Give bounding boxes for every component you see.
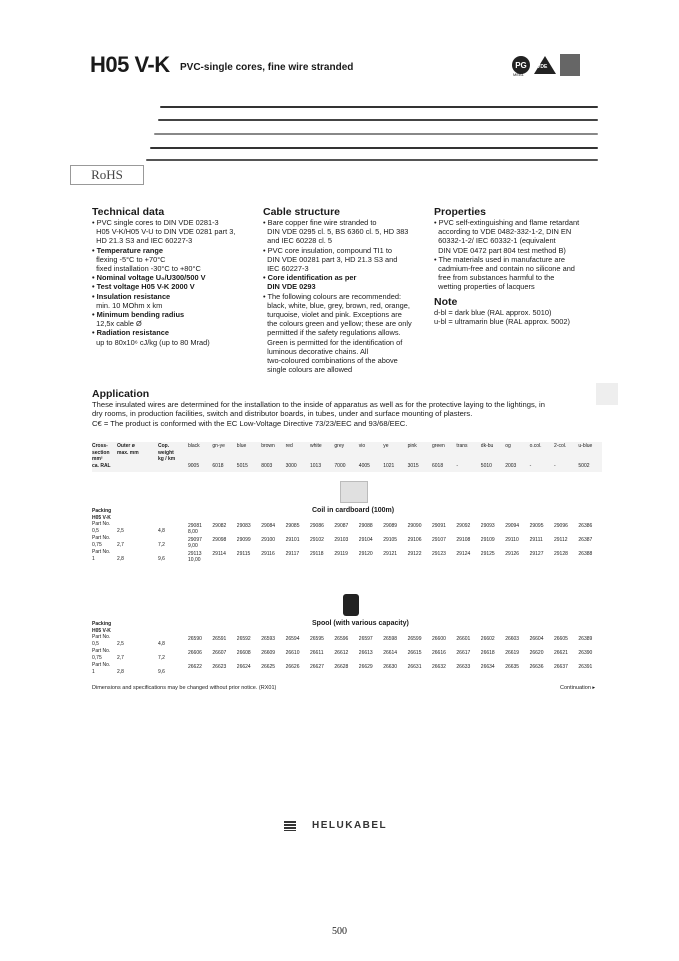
part-number: 29109 (480, 537, 495, 543)
part-number: 26602 (480, 636, 495, 642)
list-line: DIN VDE 0472 part 804 test method B) (434, 245, 566, 255)
part-number: 26635 (505, 664, 520, 670)
brand-name: HELUKABEL (312, 820, 388, 831)
extra-value: 10,00 (188, 557, 201, 563)
list-line: • The materials used in manufacture are (434, 254, 566, 264)
list-line: flexing -5°C to +70°C (92, 254, 166, 264)
type-label: H05 V-K (92, 514, 111, 521)
part-number: 29108 (456, 537, 471, 543)
ral-value: 5015 (236, 463, 248, 469)
application-section (92, 388, 592, 428)
list-line: • PVC self-extinguishing and flame retardant (434, 218, 580, 227)
cable-line (154, 133, 598, 135)
part-number: 29121 (383, 551, 398, 557)
list-line: fixed installation -30°C to +80°C (92, 264, 201, 274)
gray-square-icon (560, 54, 580, 76)
application-heading: Application (92, 388, 150, 400)
part-number: 29118 (310, 551, 324, 557)
list-line: cadmium-free and contain no silicone and (434, 264, 575, 274)
part-number: 29117 (285, 551, 300, 557)
list-line: • Test voltage H05 V-K 2000 V (92, 282, 195, 292)
part-number: 26391 (578, 664, 593, 670)
cross-section: 1 (92, 668, 95, 675)
ral-value: - (456, 463, 459, 469)
part-number: 29088 (358, 523, 373, 529)
part-number: 29120 (358, 551, 373, 557)
coil-table (92, 508, 602, 570)
part-number: 26630 (383, 664, 398, 670)
outer-diameter: 2,8 (117, 668, 124, 675)
note-line: d-bl = dark blue (RAL approx. 5010) (434, 307, 552, 317)
part-number: 26621 (554, 650, 568, 656)
list-line: turquoise, violet and pink. Exceptions are (263, 310, 402, 320)
ral-value: 9005 (188, 463, 200, 469)
part-number: 29086 (310, 523, 324, 529)
ral-value: 3000 (285, 463, 297, 469)
ral-value: 4005 (358, 463, 370, 469)
part-number: 29127 (529, 551, 544, 557)
part-number: 26622 (188, 664, 202, 670)
cross-section: 0,75 (92, 541, 102, 548)
part-number: 26592 (236, 636, 251, 642)
part-number: 29102 (310, 537, 324, 543)
part-number: 29119 (334, 551, 348, 557)
packing-label: Packing (92, 621, 112, 627)
part-number: 26623 (212, 664, 227, 670)
part-number: 29090 (407, 523, 422, 529)
part-number: 26386 (578, 523, 593, 529)
part-number: 26632 (432, 664, 446, 670)
part-number: 26612 (334, 650, 349, 656)
part-number: 26387 (578, 537, 593, 543)
colour-header: brown (261, 443, 275, 449)
row-label: Part No. (92, 634, 111, 640)
list-line: free from substances harmful to the (434, 273, 555, 283)
table-header (92, 442, 602, 472)
part-number: 29091 (432, 523, 446, 529)
part-number: 29126 (505, 551, 520, 557)
list-line: • Insulation resistance (92, 291, 171, 301)
ral-value: 6018 (212, 463, 224, 469)
application-line: C€ = The product is conformed with the EC Low-Voltage Directive 73/23/EEC and 93/68/EEC. (92, 418, 408, 428)
list-line: single colours are allowed (263, 365, 353, 375)
type-label: H05 V-K (92, 627, 111, 634)
spool-image (343, 594, 359, 616)
part-number: 29105 (383, 537, 398, 543)
vde-logo-icon: VDE (534, 56, 556, 74)
product-title: H05 V-K (90, 52, 170, 77)
ral-value: 3015 (407, 463, 419, 469)
copper-weight: 7,2 (158, 541, 165, 548)
part-number: 26631 (407, 664, 422, 670)
part-number: 29116 (261, 551, 275, 557)
part-number: 26590 (188, 636, 202, 642)
list-line: DIN VDE 0295 cl. 5, BS 6360 cl. 5, HD 383 (263, 227, 409, 237)
part-number: 26609 (261, 650, 276, 656)
colour-header: o.col. (529, 443, 542, 449)
ral-value: 1021 (383, 463, 395, 469)
part-number: 26626 (285, 664, 300, 670)
properties-heading: Properties (434, 206, 486, 218)
colour-header: vio (358, 443, 366, 449)
part-number: 26606 (188, 650, 202, 656)
part-number: 29104 (358, 537, 373, 543)
colour-header: white (310, 443, 322, 449)
part-number: 26636 (529, 664, 544, 670)
list-line: Green is permitted for the identification of (263, 337, 403, 347)
extra-value: 8,00 (188, 529, 198, 535)
colour-header: red (285, 443, 293, 449)
part-number: 29112 (554, 537, 568, 543)
part-number: 26603 (505, 636, 520, 642)
part-number: 26594 (285, 636, 300, 642)
copper-weight: 9,6 (158, 555, 165, 562)
cross-section: 0,5 (92, 640, 99, 647)
header-cell: ca. RAL (92, 462, 111, 469)
header-cell: Cross- (92, 443, 108, 449)
part-number: 29099 (236, 537, 251, 543)
packing-title: Spool (with various capacity) (312, 620, 409, 627)
list-line: and IEC 60228 cl. 5 (263, 236, 333, 246)
part-number: 26608 (236, 650, 251, 656)
part-number: 29092 (456, 523, 471, 529)
part-number: 29095 (529, 523, 544, 529)
list-line: • Radiation resistance (92, 328, 169, 338)
part-number: 26597 (358, 636, 373, 642)
part-number: 26618 (480, 650, 495, 656)
part-number: 26600 (432, 636, 446, 642)
part-number: 29101 (285, 537, 300, 543)
colour-header: 2-col. (554, 443, 567, 449)
part-number: 26628 (334, 664, 349, 670)
cross-section: 0,5 (92, 527, 99, 534)
application-line: These insulated wires are determined for the installation to the inside of apparatus as well as for the protective laying to the lightings, in (92, 400, 545, 409)
cable-line (160, 106, 598, 108)
list-line: DIN VDE 00281 part 3, HD 21.3 S3 and (263, 254, 398, 264)
list-line: • Core identification as per (263, 273, 357, 283)
part-number: 26593 (261, 636, 276, 642)
note-list (434, 308, 604, 326)
colour-header: ye (383, 443, 389, 449)
part-number: 26637 (554, 664, 568, 670)
part-number: 26604 (529, 636, 544, 642)
part-number: 29103 (334, 537, 349, 543)
part-number: 29114 (212, 551, 226, 557)
part-number: 26611 (310, 650, 324, 656)
copper-weight: 4,8 (158, 527, 165, 534)
colour-header: og (505, 443, 511, 449)
cable-line (150, 147, 598, 149)
extra-value: 9,00 (188, 543, 198, 549)
part-number: 26390 (578, 650, 593, 656)
part-number: 29100 (261, 537, 276, 543)
header-cell: weight (158, 449, 174, 456)
list-line: wetting properties of lacquers (434, 282, 535, 292)
list-line: H05 V-K/H05 V-U to DIN VDE 0281 part 3, (92, 227, 236, 237)
part-number: 26388 (578, 551, 593, 557)
part-number: 29106 (407, 537, 422, 543)
list-line: • Minimum bending radius (92, 310, 185, 320)
part-number: 29110 (505, 537, 519, 543)
coil-box-image (340, 481, 368, 503)
technical-data-heading: Technical data (92, 206, 165, 218)
part-number: 26616 (432, 650, 446, 656)
part-number: 29096 (554, 523, 568, 529)
list-line: 12,5x cable Ø (92, 319, 142, 329)
list-line: luminous decorative chains. All (263, 346, 369, 356)
part-number: 26627 (310, 664, 324, 670)
colour-header: trans (456, 443, 468, 449)
cable-structure-heading: Cable structure (263, 206, 341, 218)
ral-value: 7000 (334, 463, 346, 469)
colour-header: black (188, 443, 200, 449)
part-number: 29083 (236, 523, 251, 529)
cable-structure-list (263, 218, 433, 374)
part-number: 26617 (456, 650, 471, 656)
row-label: Part No. (92, 521, 111, 527)
copper-weight: 4,8 (158, 640, 165, 647)
part-number: 26614 (383, 650, 398, 656)
header-cell: mm² (92, 456, 103, 462)
part-number: 29085 (285, 523, 300, 529)
copper-weight: 7,2 (158, 654, 165, 661)
outer-diameter: 2,5 (117, 640, 124, 647)
outer-diameter: 2,8 (117, 555, 124, 562)
part-number: 26615 (407, 650, 422, 656)
list-line: DIN VDE 0293 (263, 282, 316, 292)
part-number: 29113 (188, 551, 202, 557)
list-line: permitted if the safety regulations allows. (263, 328, 401, 338)
part-number: 26605 (554, 636, 568, 642)
colour-header: pink (407, 443, 417, 449)
colour-header: u-blue (578, 443, 593, 449)
part-number: 29081 (188, 523, 202, 529)
part-number: 29111 (529, 537, 543, 543)
logo-small-text: MEB1 (513, 72, 524, 77)
cross-section: 1 (92, 555, 95, 562)
cross-section: 0,75 (92, 654, 102, 661)
rohs-badge: RoHS (70, 165, 144, 185)
outer-diameter: 2,7 (117, 654, 124, 661)
list-line: • Bare copper fine wire stranded to (263, 218, 377, 227)
part-number: 29084 (261, 523, 276, 529)
pg-logo-icon: PG (512, 56, 530, 74)
part-number: 29124 (456, 551, 471, 557)
part-number: 26596 (334, 636, 349, 642)
cable-line (158, 119, 598, 121)
properties-section (434, 206, 604, 326)
part-number: 29098 (212, 537, 227, 543)
note-heading: Note (434, 295, 458, 308)
ral-value: 5002 (578, 463, 590, 469)
packing-title: Coil in cardboard (100m) (312, 507, 395, 514)
brand-logo (284, 820, 387, 831)
disclaimer-note: Dimensions and specifications may be changed without prior notice. (RX01) (92, 685, 277, 691)
part-number: 29115 (236, 551, 251, 557)
row-label: Part No. (92, 535, 111, 541)
ral-value: - (554, 463, 556, 469)
list-line: • Temperature range (92, 245, 164, 255)
list-line: 60332-1-2/ IEC 60332-1 (equivalent (434, 236, 556, 246)
technical-data-list (92, 218, 262, 347)
part-number: 29089 (383, 523, 398, 529)
product-subtitle: PVC-single cores, fine wire stranded (180, 62, 354, 73)
application-line: dry rooms, in production facilities, switch and distributor boards, in tubes, under and surface mounting of plasters. (92, 409, 473, 419)
header-cell: Outer ø (117, 443, 135, 449)
part-number: 26599 (407, 636, 422, 642)
row-label: Part No. (92, 662, 111, 668)
part-number: 26619 (505, 650, 520, 656)
row-label: Part No. (92, 648, 111, 654)
colour-header: gn-ye (212, 443, 225, 449)
part-number: 29087 (334, 523, 349, 529)
colour-header: green (432, 443, 445, 449)
colour-header: grey (334, 443, 345, 449)
page-number: 500 (332, 926, 347, 937)
note-line: u-bl = ultramarin blue (RAL approx. 5002) (434, 316, 570, 326)
outer-diameter: 2,5 (117, 527, 124, 534)
list-line: up to 80x10⁶ cJ/kg (up to 80 Mrad) (92, 337, 210, 347)
ral-value: 5010 (480, 463, 492, 469)
list-line: HD 21.3 S3 and IEC 60227-3 (92, 236, 193, 246)
cable-line (146, 159, 598, 161)
part-number: 26633 (456, 664, 471, 670)
part-number: 26389 (578, 636, 593, 642)
part-number: 26620 (529, 650, 544, 656)
packing-label: Packing (92, 508, 112, 514)
part-number: 29082 (212, 523, 227, 529)
list-line: the colours green and yellow; these are only (263, 319, 412, 329)
copper-weight: 9,6 (158, 668, 165, 675)
helukabel-logo-icon (284, 821, 296, 831)
part-number: 26601 (456, 636, 471, 642)
row-label: Part No. (92, 549, 111, 555)
part-number: 29094 (505, 523, 520, 529)
list-line: • The following colours are recommended: (263, 291, 402, 301)
cable-structure-section (263, 206, 433, 374)
technical-data-section (92, 206, 262, 347)
part-number: 29122 (407, 551, 422, 557)
ral-value: 8003 (261, 463, 273, 469)
part-number: 29125 (480, 551, 495, 557)
part-number: 26591 (212, 636, 227, 642)
part-number: 26598 (383, 636, 398, 642)
continuation-link[interactable]: Continuation ▸ (560, 685, 596, 691)
part-number: 26629 (358, 664, 373, 670)
list-line: • PVC single cores to DIN VDE 0281-3 (92, 218, 219, 227)
part-number: 26625 (261, 664, 276, 670)
list-line: two-coloured combinations of the above (263, 356, 398, 366)
header-cell: max. mm (117, 449, 139, 456)
header-cell: section (92, 449, 110, 456)
part-number: 29128 (554, 551, 568, 557)
header-cell: Cop. (158, 443, 170, 449)
ral-value: - (529, 463, 532, 469)
list-line: IEC 60227-3 (263, 264, 309, 274)
colour-header: blue (236, 443, 247, 449)
part-number: 29093 (480, 523, 495, 529)
outer-diameter: 2,7 (117, 541, 124, 548)
list-line: black, white, blue, grey, brown, red, orange, (263, 300, 410, 310)
side-tab (596, 383, 618, 405)
list-line: according to VDE 0482-332-1-2, DIN EN (434, 227, 572, 237)
part-number: 29107 (432, 537, 446, 543)
properties-list (434, 218, 604, 292)
spool-table (92, 621, 602, 683)
colour-header: dk-bu (480, 443, 494, 449)
part-number: 26610 (285, 650, 300, 656)
ral-value: 1013 (310, 463, 322, 469)
ral-value: 2003 (505, 463, 517, 469)
part-number: 26613 (358, 650, 373, 656)
ral-value: 6018 (432, 463, 444, 469)
part-number: 26595 (310, 636, 324, 642)
list-line: min. 10 MOhm x km (92, 300, 163, 310)
part-number: 29097 (188, 537, 202, 543)
part-number: 29123 (432, 551, 446, 557)
list-line: • Nominal voltage U₀/U300/500 V (92, 273, 206, 283)
header-cell: kg / km (158, 456, 176, 462)
part-number: 26624 (236, 664, 251, 670)
list-line: • PVC core insulation, compound TI1 to (263, 245, 392, 255)
part-number: 26634 (480, 664, 495, 670)
part-number: 26607 (212, 650, 227, 656)
